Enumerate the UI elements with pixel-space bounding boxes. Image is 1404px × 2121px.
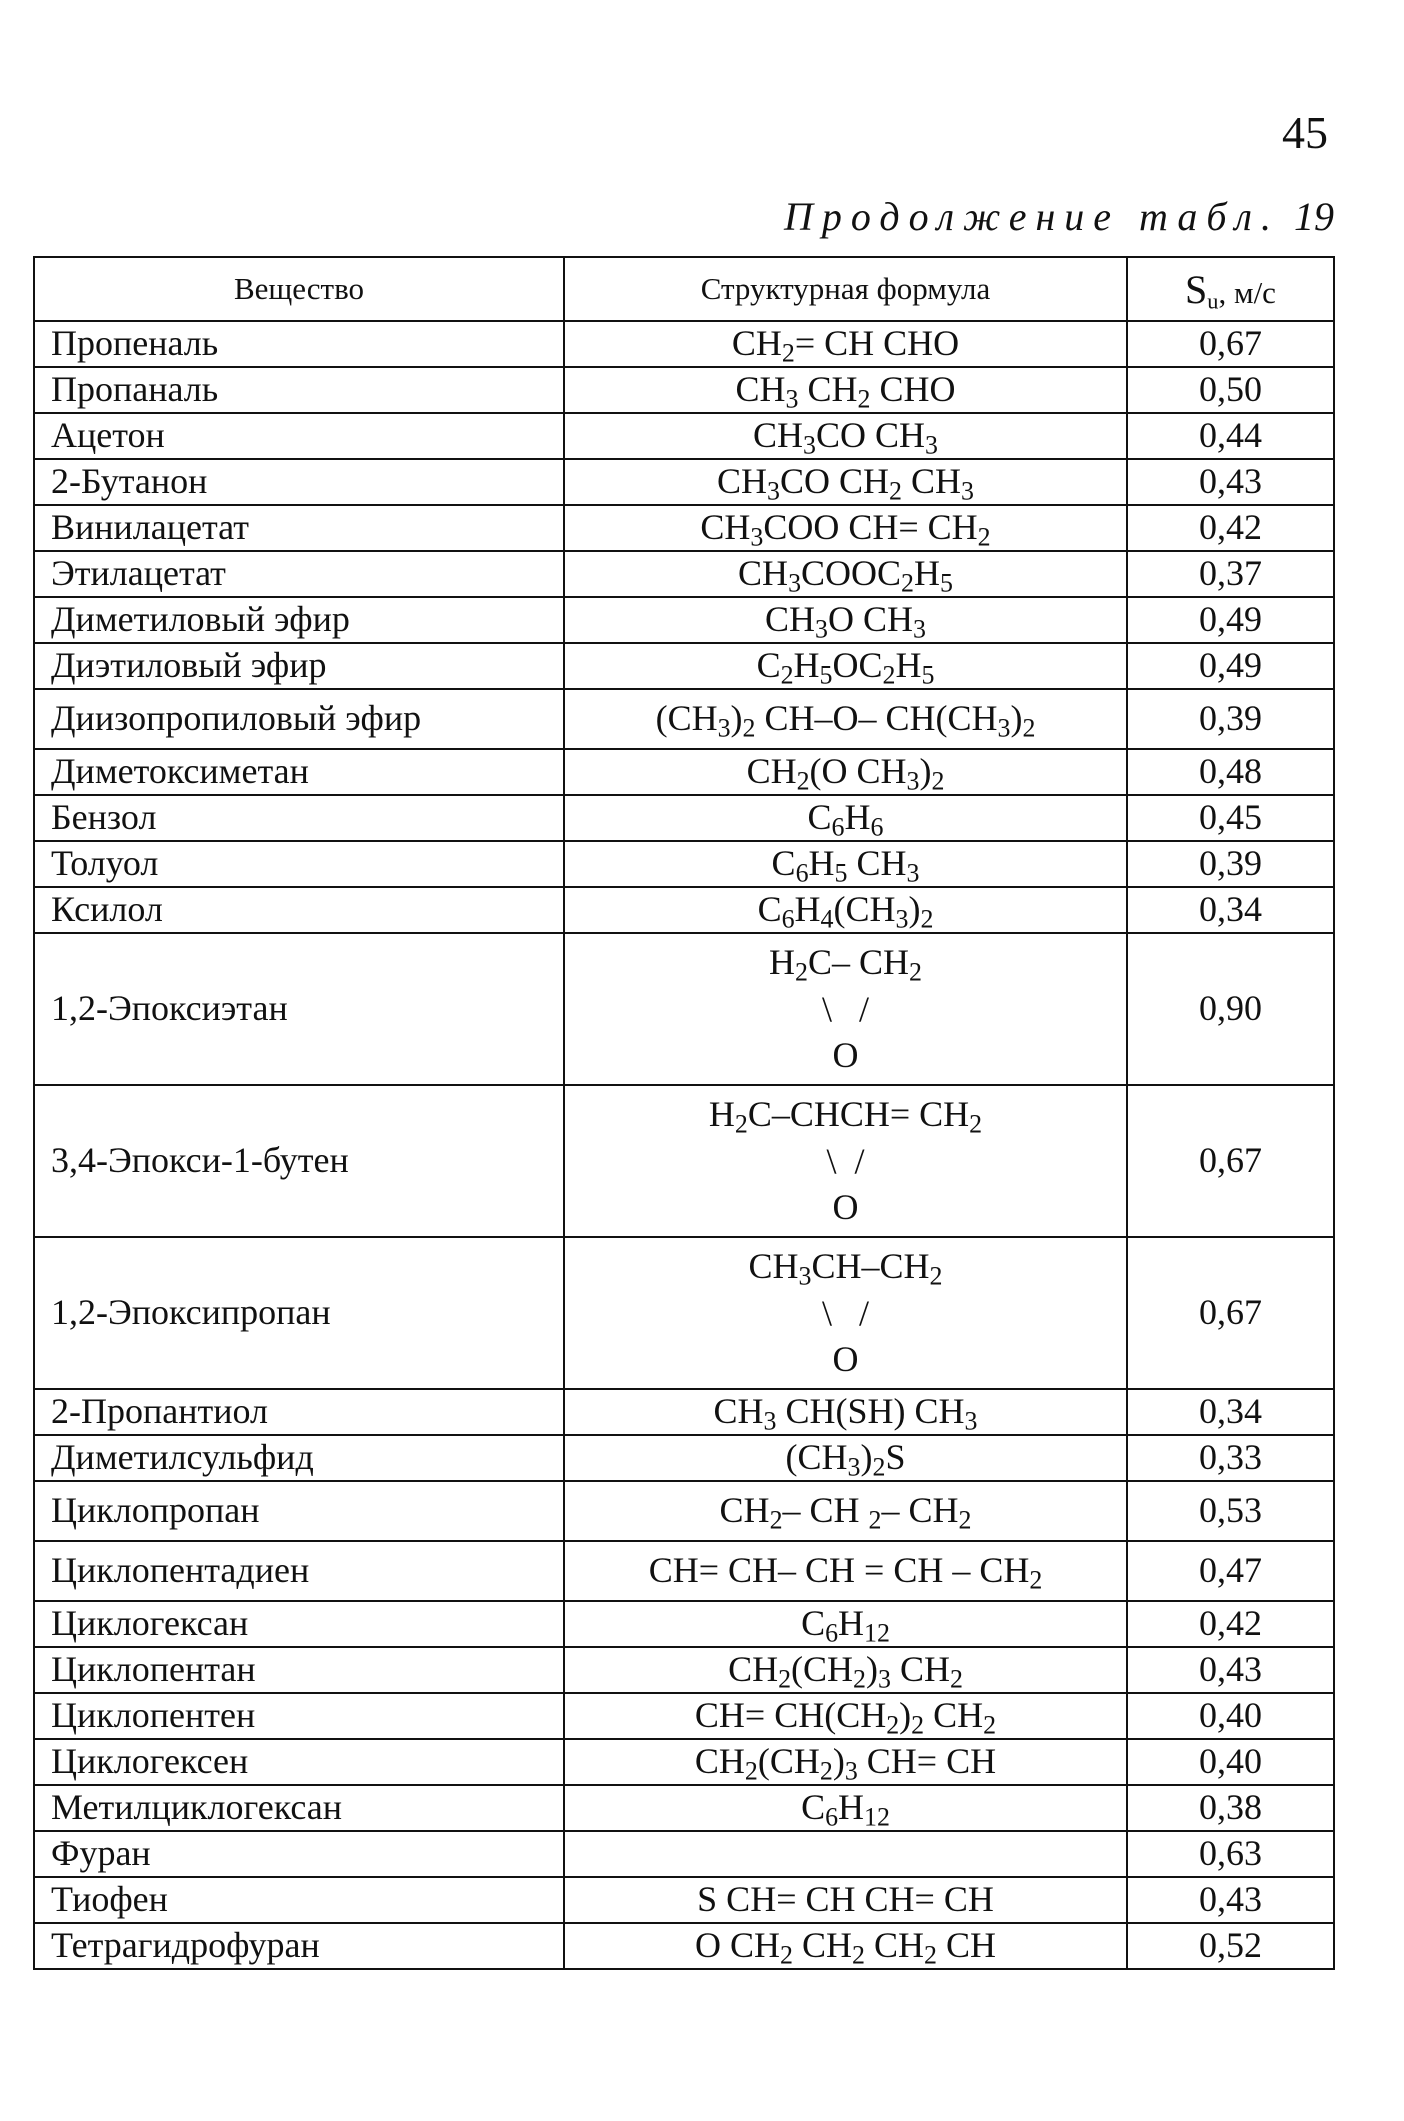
structural-formula: $CH_2-$ CH $_2$– $CH_2$ bbox=[564, 1481, 1127, 1541]
table-continuation-label bbox=[783, 194, 1334, 239]
su-unit: , м/с bbox=[1218, 274, 1276, 310]
table-row bbox=[34, 1389, 1334, 1435]
table-row bbox=[34, 841, 1334, 887]
structural-formula: S CH= CH CH= CH bbox=[564, 1877, 1127, 1923]
table-body bbox=[34, 321, 1334, 1969]
burning-velocity-value: 0,38 bbox=[1127, 1785, 1334, 1831]
structural-formula: $CH_2(CH_2)_3$ $CH_2$ bbox=[564, 1647, 1127, 1693]
burning-velocity-value: 0,52 bbox=[1127, 1923, 1334, 1969]
burning-velocity-value: 0,49 bbox=[1127, 643, 1334, 689]
structural-formula: $CH_3$ CH(SH) $CH_3$ bbox=[564, 1389, 1127, 1435]
header-substance: Вещество bbox=[34, 257, 564, 321]
structural-formula: $C_6H_5$ $CH_3$ bbox=[564, 841, 1127, 887]
ring-bonds: \ / bbox=[821, 988, 869, 1029]
table-row bbox=[34, 887, 1334, 933]
burning-velocity-value: 0,67 bbox=[1127, 1237, 1334, 1389]
structural-formula: $CH_2=$ CH CHO bbox=[564, 321, 1127, 367]
substance-name: Циклогексан bbox=[34, 1601, 564, 1647]
substance-name: Тиофен bbox=[34, 1877, 564, 1923]
substance-name: Бензол bbox=[34, 795, 564, 841]
burning-velocity-value: 0,42 bbox=[1127, 1601, 1334, 1647]
su-subscript: u bbox=[1207, 288, 1219, 314]
structural-formula bbox=[564, 933, 1127, 1085]
substance-name: 3,4-Эпокси-1-бутен bbox=[34, 1085, 564, 1237]
structural-formula: $CH_3COO$ $CH= CH_2$ bbox=[564, 505, 1127, 551]
ring-oxygen: O bbox=[832, 1187, 859, 1228]
table-row bbox=[34, 1923, 1334, 1969]
table-number: 19 bbox=[1294, 194, 1334, 239]
structural-formula: $C_6H_{12}$ bbox=[564, 1785, 1127, 1831]
burning-velocity-value: 0,44 bbox=[1127, 413, 1334, 459]
continuation-text: Продолжение табл. bbox=[783, 194, 1280, 239]
su-symbol: S bbox=[1185, 266, 1208, 312]
substance-name: Ацетон bbox=[34, 413, 564, 459]
burning-velocity-value: 0,63 bbox=[1127, 1831, 1334, 1877]
structural-formula: $CH= CH(CH_2)_2$ $CH_2$ bbox=[564, 1693, 1127, 1739]
substance-name: 2-Бутанон bbox=[34, 459, 564, 505]
structural-formula: CH= CH– CH = CH – $CH_2$ bbox=[564, 1541, 1127, 1601]
table-row bbox=[34, 689, 1334, 749]
structural-formula: $(CH_3)_2S$ bbox=[564, 1435, 1127, 1481]
substance-name: Диметилсульфид bbox=[34, 1435, 564, 1481]
structural-formula: $CH_3COOC_2H_5$ bbox=[564, 551, 1127, 597]
structural-formula: O $CH_2$ $CH_2$ $CH_2$ CH bbox=[564, 1923, 1127, 1969]
table-row bbox=[34, 1877, 1334, 1923]
structural-formula: $(CH_3)_2$ CH–O– $CH(CH_3)_2$ bbox=[564, 689, 1127, 749]
structural-formula bbox=[564, 1237, 1127, 1389]
table-row bbox=[34, 1481, 1334, 1541]
table-row bbox=[34, 933, 1334, 1085]
substance-name: Диэтиловый эфир bbox=[34, 643, 564, 689]
table-row bbox=[34, 551, 1334, 597]
burning-velocity-value: 0,90 bbox=[1127, 933, 1334, 1085]
substance-name: Диметиловый эфир bbox=[34, 597, 564, 643]
ring-top-chain: $CH_3CH-CH_2$ bbox=[748, 1245, 943, 1291]
burning-velocity-value: 0,43 bbox=[1127, 1877, 1334, 1923]
burning-velocity-value: 0,53 bbox=[1127, 1481, 1334, 1541]
substance-name: Циклопентан bbox=[34, 1647, 564, 1693]
burning-velocity-value: 0,33 bbox=[1127, 1435, 1334, 1481]
header-burning-velocity bbox=[1127, 257, 1334, 321]
burning-velocity-value: 0,43 bbox=[1127, 459, 1334, 505]
substance-name: Тетрагидрофуран bbox=[34, 1923, 564, 1969]
table-row bbox=[34, 643, 1334, 689]
substance-name: Циклогексен bbox=[34, 1739, 564, 1785]
ring-top-chain: $H_2C-CHCH= CH_2$ bbox=[708, 1093, 983, 1139]
burning-velocity-value: 0,34 bbox=[1127, 1389, 1334, 1435]
structural-formula: $CH_3$ $CH_2$ CHO bbox=[564, 367, 1127, 413]
substance-name: Толуол bbox=[34, 841, 564, 887]
ring-bonds: \ / bbox=[821, 1292, 869, 1333]
substance-name: 2-Пропантиол bbox=[34, 1389, 564, 1435]
structural-formula: $C_6H_4(CH_3)_2$ bbox=[564, 887, 1127, 933]
table-row bbox=[34, 1647, 1334, 1693]
table-row bbox=[34, 1785, 1334, 1831]
table-row bbox=[34, 1435, 1334, 1481]
structural-formula: $CH_3CO$ $CH_3$ bbox=[564, 413, 1127, 459]
structural-formula bbox=[564, 1831, 1127, 1877]
structural-formula: $CH_2(CH_2)_3$ CH= CH bbox=[564, 1739, 1127, 1785]
structural-formula bbox=[564, 1085, 1127, 1237]
table-row bbox=[34, 413, 1334, 459]
substance-name: Винилацетат bbox=[34, 505, 564, 551]
burning-velocity-value: 0,48 bbox=[1127, 749, 1334, 795]
burning-velocity-value: 0,43 bbox=[1127, 1647, 1334, 1693]
burning-velocity-value: 0,40 bbox=[1127, 1739, 1334, 1785]
ring-oxygen: O bbox=[832, 1339, 859, 1380]
epoxide-ring-formula bbox=[769, 939, 922, 1079]
table-row bbox=[34, 1739, 1334, 1785]
substance-name: 1,2-Эпоксиэтан bbox=[34, 933, 564, 1085]
flame-speed-table bbox=[33, 256, 1335, 1970]
structural-formula: $C_6H_{12}$ bbox=[564, 1601, 1127, 1647]
table-header-row bbox=[34, 257, 1334, 321]
burning-velocity-value: 0,50 bbox=[1127, 367, 1334, 413]
substance-name: Ксилол bbox=[34, 887, 564, 933]
burning-velocity-value: 0,67 bbox=[1127, 1085, 1334, 1237]
burning-velocity-value: 0,40 bbox=[1127, 1693, 1334, 1739]
substance-name: Диметоксиметан bbox=[34, 749, 564, 795]
structural-formula: $CH_3CO$ $CH_2$ $CH_3$ bbox=[564, 459, 1127, 505]
substance-name: Циклопентен bbox=[34, 1693, 564, 1739]
table-row bbox=[34, 1541, 1334, 1601]
burning-velocity-value: 0,45 bbox=[1127, 795, 1334, 841]
substance-name: Пропеналь bbox=[34, 321, 564, 367]
substance-name: 1,2-Эпоксипропан bbox=[34, 1237, 564, 1389]
structural-formula: $CH_3O$ $CH_3$ bbox=[564, 597, 1127, 643]
table-row bbox=[34, 1831, 1334, 1877]
table-row bbox=[34, 321, 1334, 367]
substance-name: Пропаналь bbox=[34, 367, 564, 413]
table-row bbox=[34, 505, 1334, 551]
ring-top-chain: $H_2C-$ $CH_2$ bbox=[769, 941, 922, 987]
table-row bbox=[34, 459, 1334, 505]
epoxide-ring-formula bbox=[749, 1243, 943, 1383]
substance-name: Фуран bbox=[34, 1831, 564, 1877]
table-row bbox=[34, 1237, 1334, 1389]
ring-oxygen: O bbox=[832, 1035, 859, 1076]
structural-formula: $C_6H_6$ bbox=[564, 795, 1127, 841]
table-row bbox=[34, 367, 1334, 413]
burning-velocity-value: 0,37 bbox=[1127, 551, 1334, 597]
substance-name: Диизопропиловый эфир bbox=[34, 689, 564, 749]
substance-name: Циклопропан bbox=[34, 1481, 564, 1541]
substance-name: Метилциклогексан bbox=[34, 1785, 564, 1831]
table-row bbox=[34, 1601, 1334, 1647]
burning-velocity-value: 0,39 bbox=[1127, 689, 1334, 749]
burning-velocity-value: 0,67 bbox=[1127, 321, 1334, 367]
table-row bbox=[34, 1693, 1334, 1739]
page-number: 45 bbox=[1282, 107, 1328, 158]
burning-velocity-value: 0,42 bbox=[1127, 505, 1334, 551]
substance-name: Этилацетат bbox=[34, 551, 564, 597]
table-row bbox=[34, 749, 1334, 795]
structural-formula: $CH_2(O$ $CH_3)_2$ bbox=[564, 749, 1127, 795]
burning-velocity-value: 0,49 bbox=[1127, 597, 1334, 643]
burning-velocity-value: 0,34 bbox=[1127, 887, 1334, 933]
substance-name: Циклопентадиен bbox=[34, 1541, 564, 1601]
header-formula: Структурная формула bbox=[564, 257, 1127, 321]
table-row bbox=[34, 1085, 1334, 1237]
table-row bbox=[34, 795, 1334, 841]
table-row bbox=[34, 597, 1334, 643]
epoxide-ring-formula bbox=[709, 1091, 982, 1231]
burning-velocity-value: 0,39 bbox=[1127, 841, 1334, 887]
burning-velocity-value: 0,47 bbox=[1127, 1541, 1334, 1601]
structural-formula: $C_2H_5OC_2H_5$ bbox=[564, 643, 1127, 689]
ring-bonds: \ / bbox=[826, 1140, 865, 1181]
